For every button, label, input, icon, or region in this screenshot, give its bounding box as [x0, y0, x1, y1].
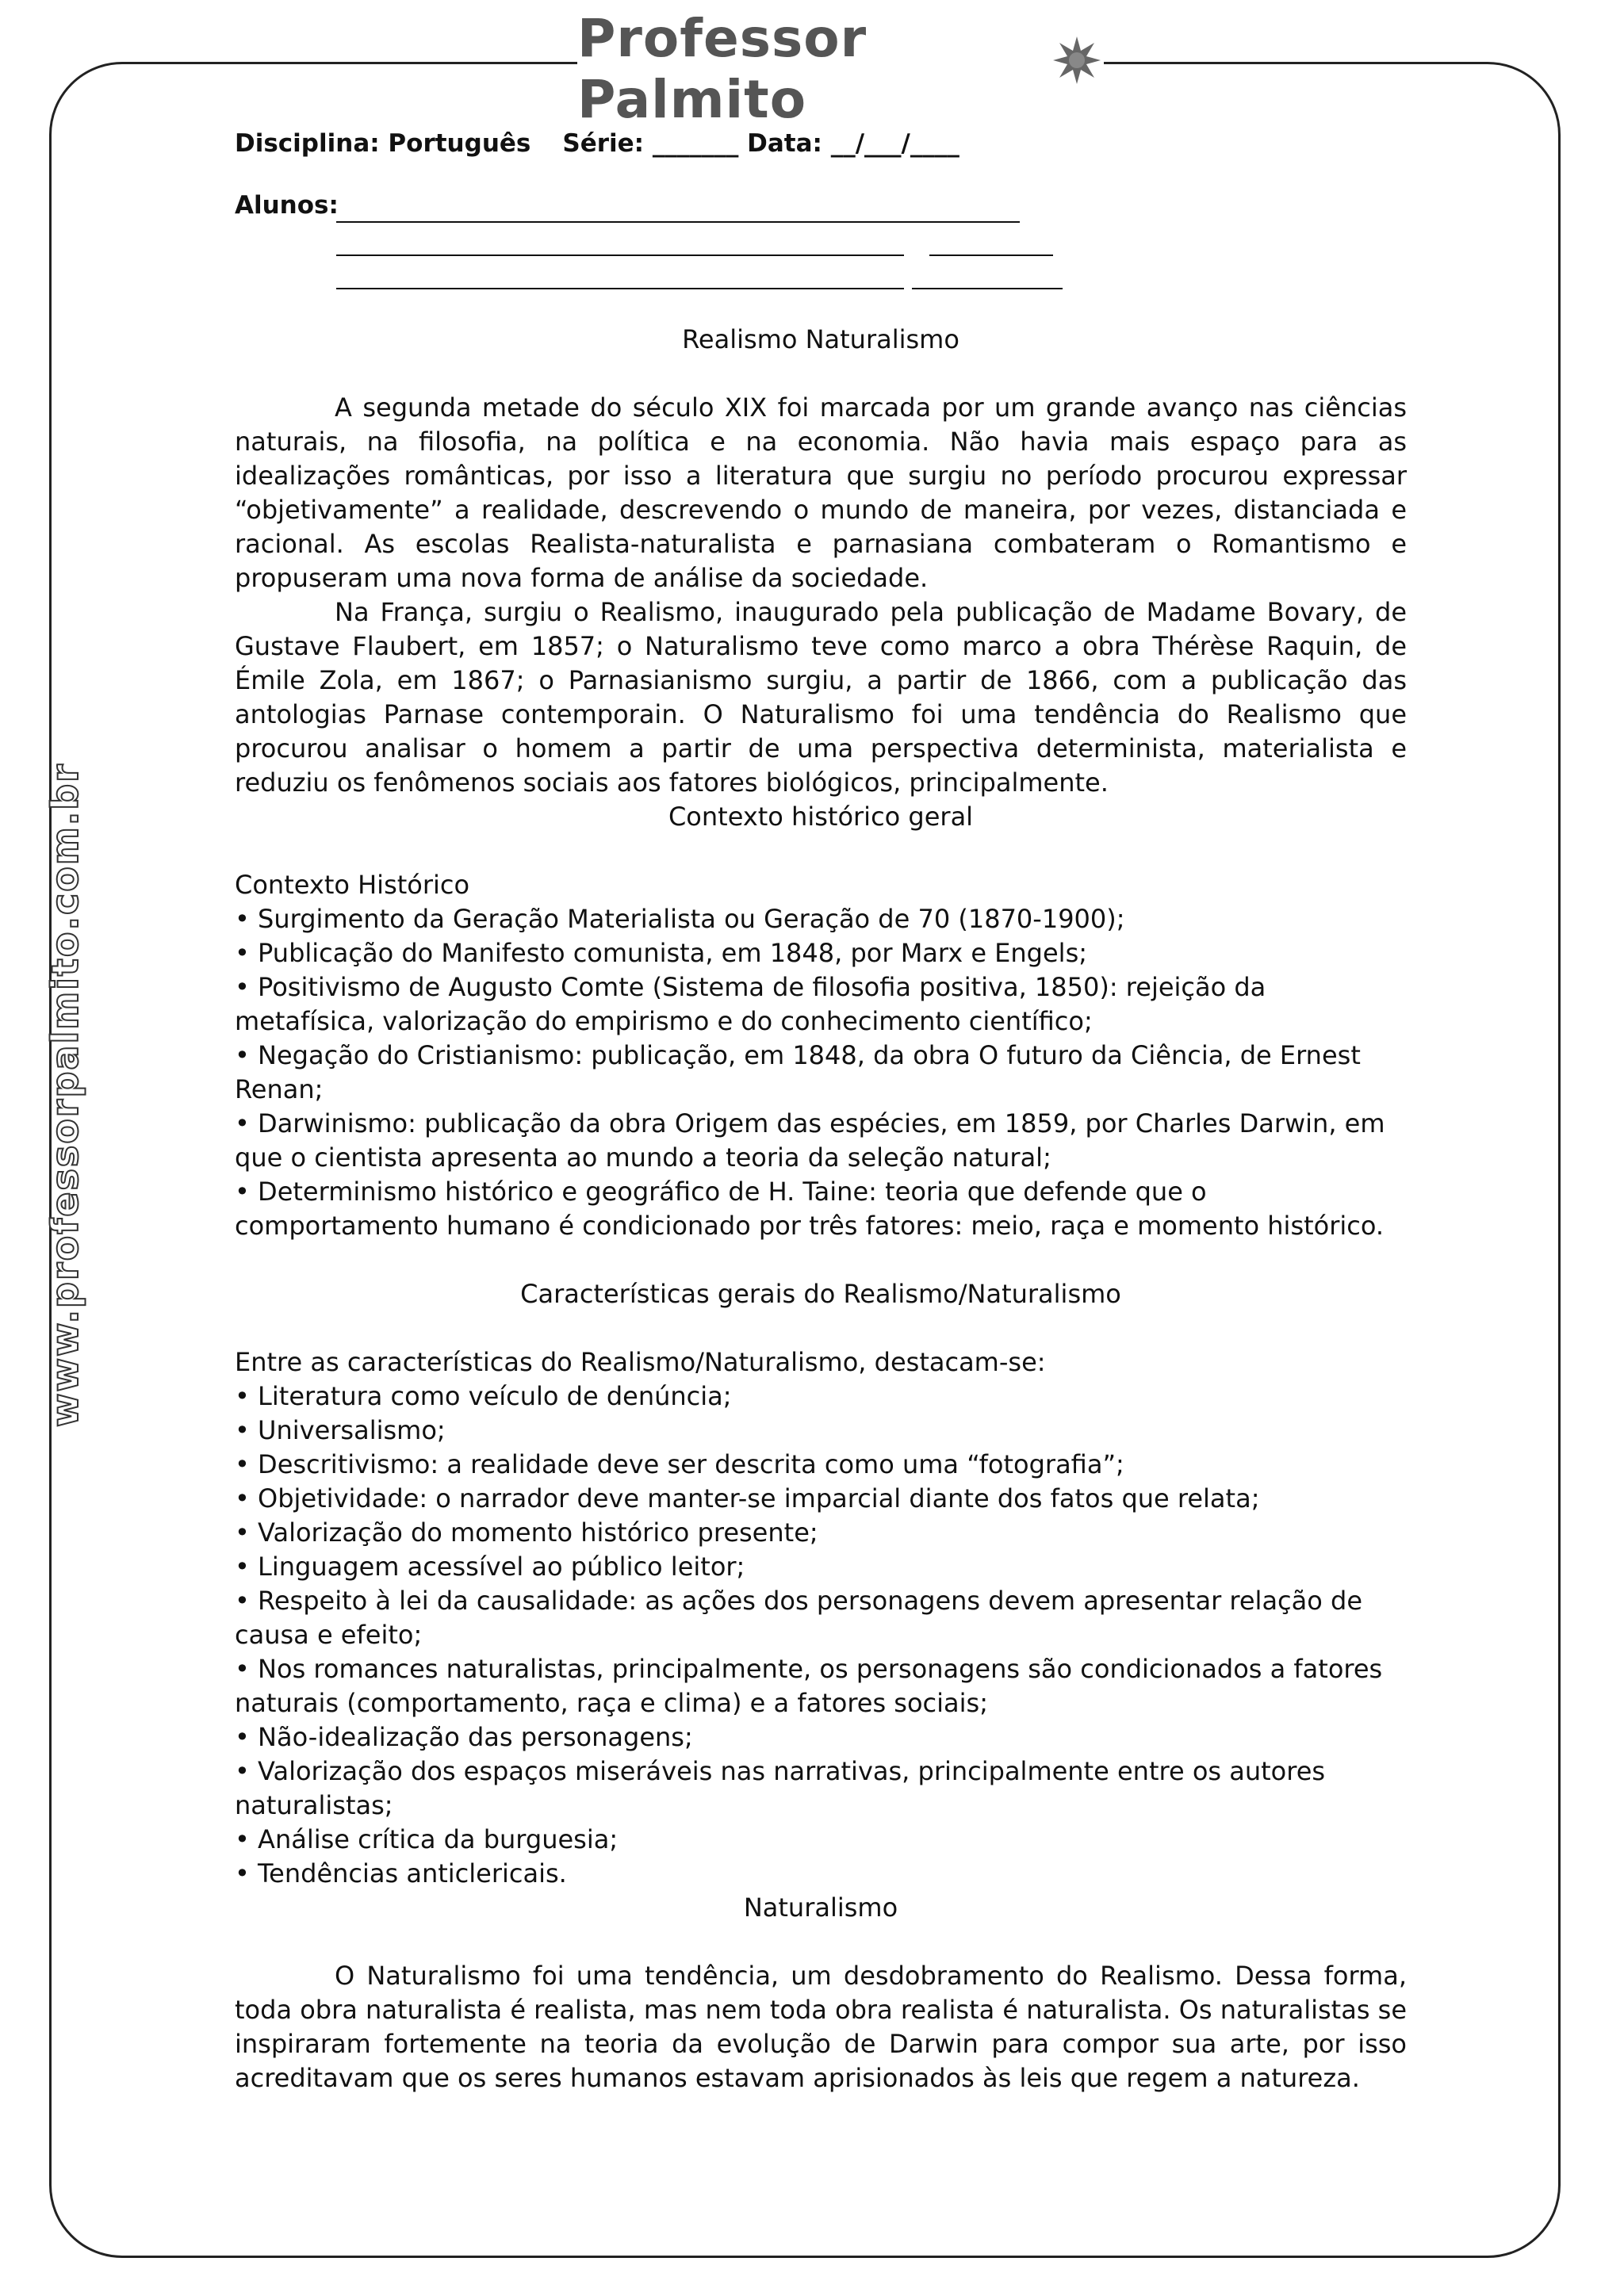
- list-item: • Literatura como veículo de denúncia;: [235, 1380, 1407, 1414]
- intro-paragraph-2: Na França, surgiu o Realismo, inaugurado pela publicação de Madame Bovary, de Gustave Flaubert, em 1857; o Naturalismo teve como marco a obra Thérèse Raquin, de Émile Zola, em 1867; o Parnasianismo surgiu, a partir de 1866, com a publicação das antologias Parnase contemporain. O Naturalismo foi uma tendência do Realismo que procurou analisar o homem a partir de uma perspectiva determinista, materialista e reduziu os fenômenos sociais aos fatores biológicos, principalmente.: [235, 597, 1407, 798]
- caracteristicas-intro: Entre as características do Realismo/Naturalismo, destacam-se:: [235, 1347, 1046, 1377]
- main-title: Realismo Naturalismo: [682, 324, 959, 354]
- brand-name: Professor Palmito: [577, 8, 868, 130]
- list-item: • Universalismo;: [235, 1414, 1407, 1448]
- contexto-title: Contexto histórico geral: [668, 802, 974, 832]
- list-item: • Linguagem acessível ao público leitor;: [235, 1550, 1407, 1584]
- naturalismo-title: Naturalismo: [743, 1892, 898, 1923]
- caracteristicas-title: Características gerais do Realismo/Naturalismo: [520, 1279, 1121, 1309]
- list-item: • Não-idealização das personagens;: [235, 1720, 1407, 1755]
- list-item: • Objetividade: o narrador deve manter-se imparcial diante dos fatos que relata;: [235, 1482, 1407, 1516]
- brand-logo: [577, 8, 1104, 130]
- star-badge-icon: [1051, 35, 1102, 86]
- student-line-3a: [336, 264, 904, 289]
- contexto-list: [235, 902, 1407, 1243]
- disciplina-label: Disciplina: Português: [235, 129, 531, 158]
- list-item: • Descritivismo: a realidade deve ser descrita como uma “fotografia”;: [235, 1448, 1407, 1482]
- student-line-2a: [336, 231, 904, 256]
- list-item: • Surgimento da Geração Materialista ou Geração de 70 (1870-1900);: [235, 902, 1407, 936]
- side-website-url: www.professorpalmito.com.br: [44, 763, 86, 1427]
- data-field: Data: __/___/____: [747, 129, 959, 158]
- list-item: • Publicação do Manifesto comunista, em 1848, por Marx e Engels;: [235, 936, 1407, 970]
- student-line-3b: [912, 264, 1063, 289]
- list-item: • Nos romances naturalistas, principalmente, os personagens são condicionados a fatores naturais (comportamento, raça e clima) e a fatores sociais;: [235, 1652, 1407, 1720]
- list-item: • Darwinismo: publicação da obra Origem das espécies, em 1859, por Charles Darwin, em que o cientista apresenta ao mundo a teoria da seleção natural;: [235, 1107, 1407, 1175]
- serie-field: Série: _______: [562, 129, 739, 158]
- students-block: [235, 189, 1407, 289]
- list-item: • Tendências anticlericais.: [235, 1857, 1407, 1891]
- intro-paragraph-1: A segunda metade do século XIX foi marcada por um grande avanço nas ciências naturais, na filosofia, na política e na economia. Não havia mais espaço para as idealizações românticas, por isso a literatura que surgiu no período procurou expressar “objetivamente” a realidade, descrevendo o mundo de maneira, por vezes, distanciada e racional. As escolas Realista-naturalista e parnasiana combateram o Romantismo e propuseram uma nova forma de análise da sociedade.: [235, 392, 1407, 593]
- caracteristicas-list: [235, 1380, 1407, 1891]
- student-line-2b: [929, 231, 1053, 256]
- student-line-1: [336, 197, 1020, 223]
- alunos-label: Alunos:: [235, 191, 339, 220]
- naturalismo-paragraph: O Naturalismo foi uma tendência, um desdobramento do Realismo. Dessa forma, toda obra naturalista é realista, mas nem toda obra realista é naturalista. Os naturalistas se inspiraram fortemente na teoria da evolução de Darwin para compor sua arte, por isso acreditavam que os seres humanos estavam aprisionados às leis que regem a natureza.: [235, 1961, 1408, 2093]
- list-item: • Valorização dos espaços miseráveis nas narrativas, principalmente entre os autores naturalistas;: [235, 1755, 1407, 1823]
- worksheet-content: [235, 119, 1407, 2095]
- list-item: • Análise crítica da burguesia;: [235, 1823, 1407, 1857]
- list-item: • Valorização do momento histórico presente;: [235, 1516, 1407, 1550]
- contexto-subtitle: Contexto Histórico: [235, 870, 470, 900]
- header-info: [235, 127, 1407, 161]
- list-item: • Positivismo de Augusto Comte (Sistema de filosofia positiva, 1850): rejeição da metafísica, valorização do empirismo e do conhecimento científico;: [235, 970, 1407, 1039]
- list-item: • Determinismo histórico e geográfico de H. Taine: teoria que defende que o comportamento humano é condicionado por três fatores: meio, raça e momento histórico.: [235, 1175, 1407, 1243]
- list-item: • Respeito à lei da causalidade: as ações dos personagens devem apresentar relação de causa e efeito;: [235, 1584, 1407, 1652]
- list-item: • Negação do Cristianismo: publicação, em 1848, da obra O futuro da Ciência, de Ernest Renan;: [235, 1039, 1407, 1107]
